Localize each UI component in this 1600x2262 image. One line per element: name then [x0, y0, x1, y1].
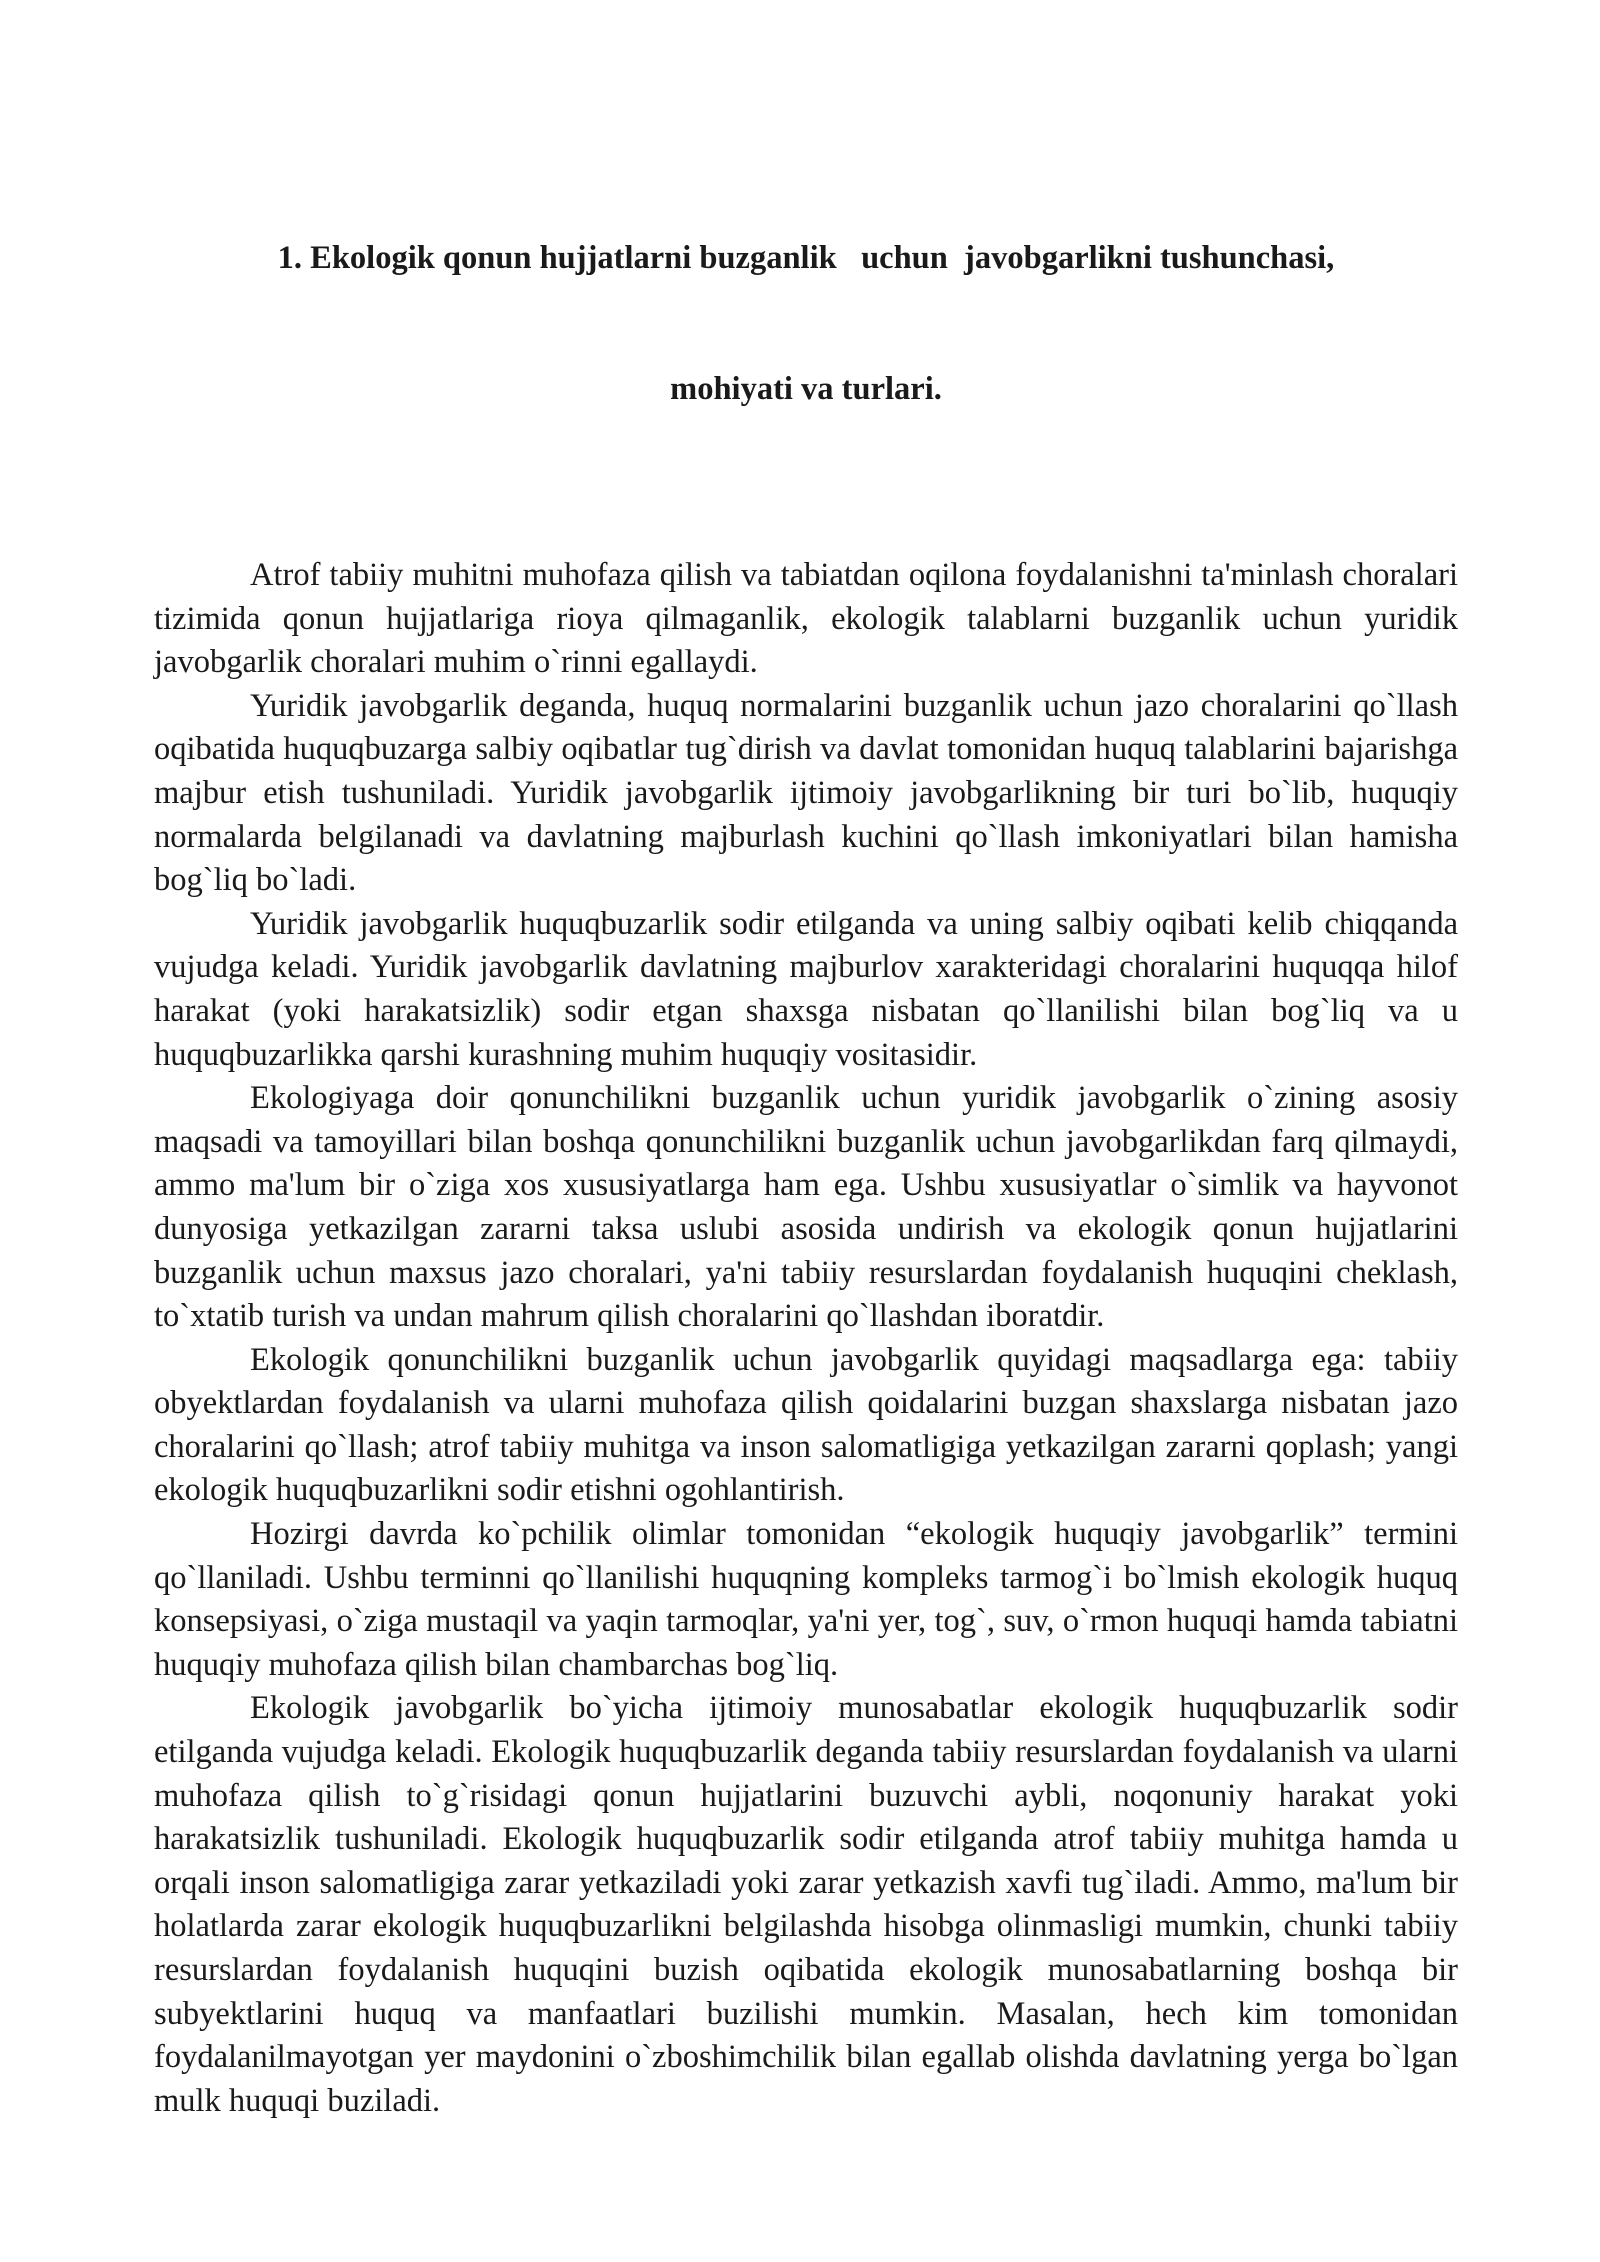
paragraph: Hozirgi davrda ko`pchilik olimlar tomonidan “ekologik huquqiy javobgarlik” termini qo`llaniladi. Ushbu terminni qo`llanilishi huquqning kompleks tarmog`i bo`lmish ekologik huquq konsepsiyasi, o`ziga mustaqil va yaqin tarmoqlar, ya'ni yer, tog`, suv, o`rmon huquqi hamda tabiatni huquqiy muhofaza qilish bilan chambarchas bog`liq.	[154, 1516, 1458, 1683]
paragraph: Atrof tabiiy muhitni muhofaza qilish va tabiatdan oqilona foydalanishni ta'minlash choralari tizimida qonun hujjatlariga rioya qilmaganlik, ekologik talablarni buzganlik uchun yuridik javobgarlik choralari muhim o`rinni egallaydi.	[154, 557, 1458, 681]
section-title	[154, 150, 1458, 498]
paragraph: Ekologik javobgarlik bo`yicha ijtimoiy munosabatlar ekologik huquqbuzarlik sodir etilganda vujudga keladi. Ekologik huquqbuzarlik deganda tabiiy resurslardan foydalanish va ularni muhofaza qilish to`g`risidagi qonun hujjatlarini buzuvchi aybli, noqonuniy harakat yoki harakatsizlik tushuniladi. Ekologik huquqbuzarlik sodir etilganda atrof tabiiy muhitga hamda u orqali inson salomatligiga zarar yetkaziladi yoki zarar yetkazish xavfi tug`iladi. Ammo, ma'lum bir holatlarda zarar ekologik huquqbuzarlikni belgilashda hisobga olinmasligi mumkin, chunki tabiiy resurslardan foydalanish huquqini buzish oqibatida ekologik munosabatlarning boshqa bir subyektlarini huquq va manfaatlari buzilishi mumkin. Masalan, hech kim tomonidan foydalanilmayotgan yer maydonini o`zboshimchilik bilan egallab olishda davlatning yerga bo`lgan mulk huquqi buziladi.	[154, 1690, 1458, 2119]
paragraph: Ekologiyaga doir qonunchilikni buzganlik uchun yuridik javobgarlik o`zining asosiy maqsadi va tamoyillari bilan boshqa qonunchilikni buzganlik uchun javobgarlikdan farq qilmaydi, ammo ma'lum bir o`ziga xos xususiyatlarga ham ega. Ushbu xususiyatlar o`simlik va hayvonot dunyosiga yetkazilgan zararni taksa uslubi asosida undirish va ekologik qonun hujjatlarini buzganlik uchun maxsus jazo choralari, ya'ni tabiiy resurslardan foydalanish huquqini cheklash, to`xtatib turish va undan mahrum qilish choralarini qo`llashdan iboratdir.	[154, 1080, 1458, 1335]
paragraph: Ekologik qonunchilikni buzganlik uchun javobgarlik quyidagi maqsadlarga ega: tabiiy obyektlardan foydalanish va ularni muhofaza qilish qoidalarini buzgan shaxslarga nisbatan jazo choralarini qo`llash; atrof tabiiy muhitga va inson salomatligiga yetkazilgan zararni qoplash; yangi ekologik huquqbuzarlikni sodir etishni ogohlantirish.	[154, 1341, 1458, 1509]
paragraph: Yuridik javobgarlik deganda, huquq normalarini buzganlik uchun jazo choralarini qo`llash oqibatida huquqbuzarga salbiy oqibatlar tug`dirish va davlat tomonidan huquq talablarini bajarishga majbur etish tushuniladi. Yuridik javobgarlik ijtimoiy javobgarlikning bir turi bo`lib, huquqiy normalarda belgilanadi va davlatning majburlash kuchini qo`llash imkoniyatlari bilan hamisha bog`liq bo`ladi.	[154, 687, 1458, 899]
section-title-line-2: mohiyati va turlari.	[670, 370, 942, 407]
document-body	[154, 150, 1458, 2123]
section-title-line-1: 1. Ekologik qonun hujjatlarni buzganlik uchun javobgarlikni tushunchasi,	[277, 240, 1335, 276]
paragraph: Yuridik javobgarlik huquqbuzarlik sodir etilganda va uning salbiy oqibati kelib chiqqanda vujudga keladi. Yuridik javobgarlik davlatning majburlov xarakteridagi choralarini huquqqa hilof harakat (yoki harakatsizlik) sodir etgan shaxsga nisbatan qo`llanilishi bilan bog`liq va u huquqbuzarlikka qarshi kurashning muhim huquqiy vositasidir.	[154, 905, 1458, 1073]
